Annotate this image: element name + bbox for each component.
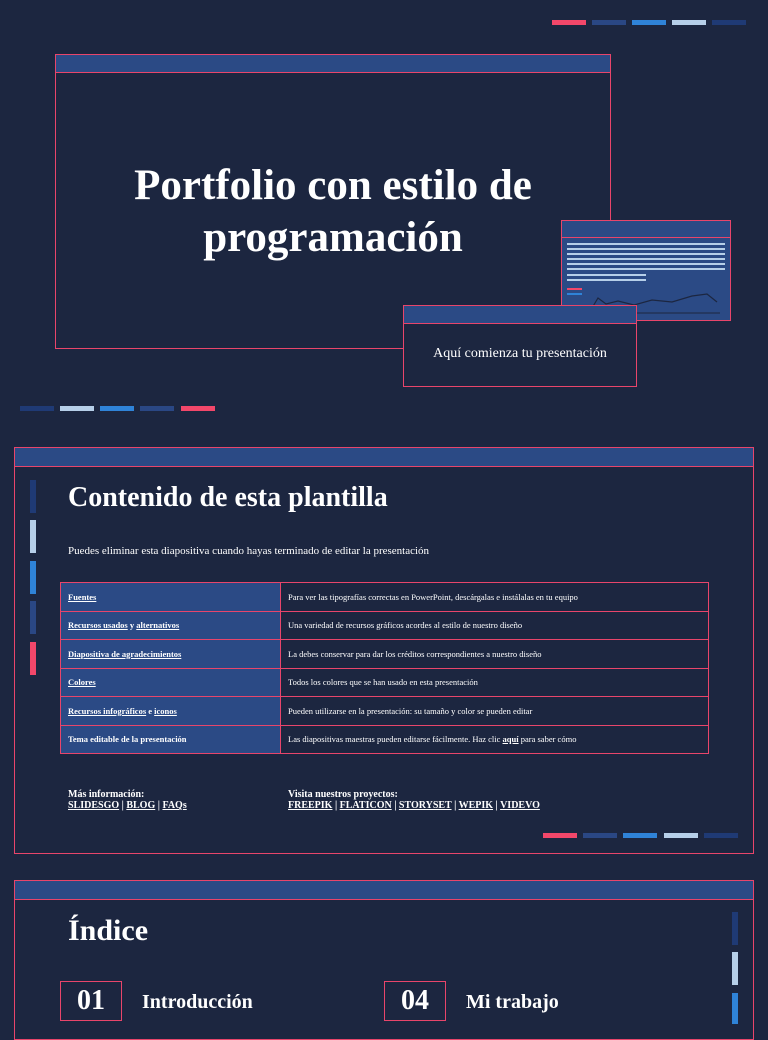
link-separator: | [119,800,127,811]
table-row [61,583,709,612]
decor-bar [30,642,36,675]
table-value-cell: Todos los colores que se han usado en esta presentación [281,668,709,697]
decor-dash [672,20,706,25]
window-titlebar [15,881,753,900]
table-value-cell: La debes conservar para dar los créditos correspondientes a nuestro diseño [281,640,709,669]
projects-heading: Visita nuestros proyectos: [288,789,398,800]
link-alternativos[interactable]: alternativos [136,620,180,631]
table-row [61,725,709,754]
cover-title: Portfolio con estilo de programación [134,162,532,261]
table-key-cell: Tema editable de la presentación [61,725,281,754]
window-titlebar [56,55,610,73]
decor-dash [140,406,174,411]
decor-dash [20,406,54,411]
decor-bar [732,993,738,1024]
decor-dash [704,833,738,838]
table-key-cell [61,697,281,726]
table-row [61,668,709,697]
resources-table [60,582,709,754]
table-key-cell [61,611,281,640]
index-item-label: Mi trabajo [466,991,559,1013]
decor-dash [181,406,215,411]
link-aqui[interactable]: aquí [502,734,519,745]
link-colores[interactable]: Colores [68,677,96,688]
link-fuentes[interactable]: Fuentes [68,591,97,602]
link-faqs[interactable]: FAQs [162,800,187,811]
decor-bar [30,520,36,553]
link-separator: | [493,800,501,811]
decor-dash [552,20,586,25]
link-recursos-usados[interactable]: Recursos usados [68,620,128,631]
table-value-cell: Para ver las tipografías correctas en PowerPoint, descárgalas e instálalas en tu equipo [281,583,709,612]
table-row [61,640,709,669]
contents-title: Contenido de esta plantilla [68,482,388,513]
table-key-cell [61,668,281,697]
value-text: para saber cómo [518,734,577,745]
link-separator: | [155,800,163,811]
link-blog[interactable]: BLOG [126,800,156,811]
index-number-box: 04 [384,981,446,1021]
link-slidesgo[interactable]: SLIDESGO [68,800,120,811]
link-separator: | [451,800,459,811]
link-flaticon[interactable]: FLATICON [339,800,392,811]
key-connector: e [146,705,155,716]
table-value-cell: Una variedad de recursos gráficos acordes al estilo de nuestro diseño [281,611,709,640]
link-storyset[interactable]: STORYSET [398,800,452,811]
decor-bar [732,952,738,985]
link-videvo[interactable]: VIDEVO [500,800,540,811]
window-titlebar [15,448,753,467]
decor-dash [583,833,617,838]
illustration-titlebar [562,221,730,238]
link-iconos[interactable]: iconos [154,705,177,716]
decor-dash [712,20,746,25]
index-number-box: 01 [60,981,122,1021]
contents-description: Puedes eliminar esta diapositiva cuando hayas terminado de editar la presentación [68,545,430,557]
link-recursos-infograficos[interactable]: Recursos infográficos [68,705,147,716]
link-freepik[interactable]: FREEPIK [288,800,333,811]
index-item-label: Introducción [142,991,253,1013]
decor-bar [30,601,36,634]
key-connector: y [127,620,137,631]
decor-dash [664,833,698,838]
cover-subtitle: Aquí comienza tu presentación [433,346,607,361]
table-value-cell: Pueden utilizarse en la presentación: su tamaño y color se pueden editar [281,697,709,726]
decor-bar [30,480,36,513]
link-separator: | [332,800,340,811]
table-key-cell [61,640,281,669]
table-row [61,611,709,640]
decor-dash [60,406,94,411]
decor-dash [543,833,577,838]
more-info-links [68,800,187,811]
decor-dash [592,20,626,25]
decor-bar [30,561,36,594]
link-diapositiva-agradecimientos[interactable]: Diapositiva de agradecimientos [68,648,182,659]
decor-dash [632,20,666,25]
link-separator: | [391,800,399,811]
projects-block [288,789,540,811]
index-title: Índice [68,914,149,947]
more-info-heading: Más información: [68,789,145,800]
decor-dash [100,406,134,411]
table-row [61,697,709,726]
link-wepik[interactable]: WEPIK [458,800,494,811]
table-value-cell [281,725,709,754]
decor-bar [732,912,738,945]
more-info-block [68,789,187,811]
value-text: Las diapositivas maestras pueden editarse fácilmente. Haz clic [288,734,503,745]
decor-dash [623,833,657,838]
table-key-cell [61,583,281,612]
projects-links [288,800,540,811]
